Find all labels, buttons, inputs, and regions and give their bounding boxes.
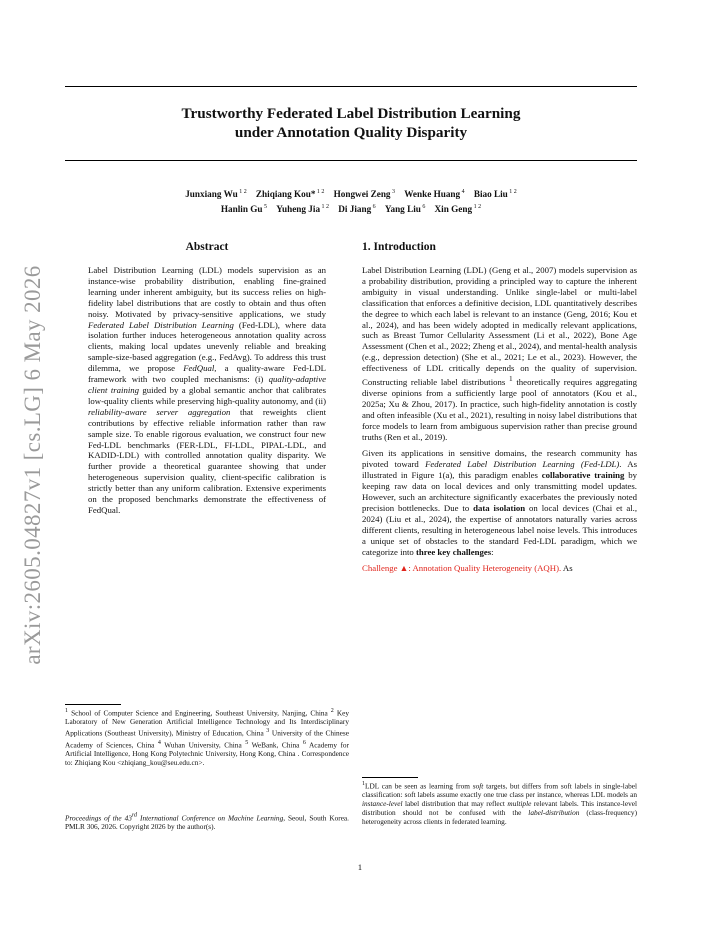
author	[404, 189, 464, 199]
proceedings-note: Proceedings of the 43rd International Conference on Machine Learning, Seoul, South Korea. PMLR 306, 2026. Copyright 2026 by the author(s).	[65, 813, 349, 832]
footnote-rule-left	[65, 704, 121, 705]
author-name: Hanlin Gu	[220, 204, 263, 215]
author-name: Di Jiang	[338, 204, 372, 215]
author-name: Junxiang Wu	[185, 189, 238, 200]
author-affiliation-marks: 5	[262, 204, 268, 211]
author-affiliation-marks: 4	[460, 189, 465, 195]
affiliations-footnote: $^1$ School of Computer Science and Engineering, Southeast University, Nanjing, China $^2$ Key Laboratory of New Generation Artificial Intelligence Technology and Its Interdisciplinary Applications (Southeast University), Ministry of Education, China $^3$ University of the Chinese Academy of Sciences, China $^4$ Wuhan University, China $^5$ WeBank, China $^6$ Academy for Artificial Intelligence, Hong Kong Polytechnic University, Hong Kong, China . Correspondence to: Zhiqiang Kou <zhiqiang_kou@seu.edu.cn>.	[65, 708, 350, 767]
author-affiliation-marks: 1 2	[472, 204, 482, 211]
author-affiliation-marks: 3	[390, 189, 396, 195]
author	[435, 204, 482, 214]
ldl-footnote: $^1$LDL can be seen as learning from soft targets, but differs from soft labels in single-label classification: soft labels assume exactly one true class per instance, whereas LDL models an instance-level label distribution that may reflect multiple relevant labels. This instance-level distribution should not be confused with the label-distribution (class-frequency) heterogeneity across clients in federated learning.	[362, 781, 637, 827]
author-line-2	[65, 201, 637, 216]
author-list	[65, 186, 637, 216]
author-name: Wenke Huang	[404, 189, 461, 200]
title-rule-bottom	[65, 160, 637, 161]
intro-paragraph-1: Label Distribution Learning (LDL) (Geng et al., 2007) models supervision as a probability distribution, providing a principled way to capture the inherent ambiguity in visual understanding. Unlike single-label or multi-label classification that enforces a definitive decision, LDL quantitatively describes the degree to which each label is relevant to an instance (Geng, 2016; Kou et al., 2024), and has been widely adopted in medically relevant applications, such as Breast Tumor Cellularity Assessment (Li et al., 2022), Bone Age Assessment (Chen et al., 2022; Zheng et al., 2024), and mental-health analysis (e.g., depression detection) (She et al., 2021; Le et al., 2023). However, the effectiveness of LDL critically depends on the quality of supervision. Constructing reliable label distributions $^1$ theoretically requires aggregating diverse opinions from a sufficiently large pool of annotators (Kou et al., 2025a; Xu & Zhou, 2017). In practice, such high-fidelity annotation is costly and often infeasible (Xu et al., 2021), resulting in noisy label distributions that force models to learn from ambiguous supervision rather than precise ground truths (Ren et al., 2019).	[362, 265, 637, 442]
abstract-body: Label Distribution Learning (LDL) models supervision as an instance-wise probability distribution, enabling fine-grained learning under inherent ambiguity, but its success relies on high-fidelity label distributions that are costly to obtain and thus often noisy. Motivated by privacy-sensitive applications, we study Federated Label Distribution Learning (Fed-LDL), where data isolation further induces heterogeneous annotation quality across clients, making local updates unevenly reliable and breaking sample-size-based aggregation (e.g., FedAvg). To address this trust dilemma, we propose FedQual, a quality-aware Fed-LDL framework with two coupled mechanisms: (i) quality-adaptive client training guided by a global semantic anchor that calibrates low-quality clients while preserving high-quality autonomy, and (ii) reliability-aware server aggregation that reweights client contributions by effective reliable information rather than raw sample size. To enable rigorous evaluation, we construct four new Fed-LDL benchmarks (FER-LDL, FI-LDL, PIPAL-LDL, and KADID-LDL) with controlled annotation quality disparity. We further provide a theoretical guarantee showing that under heterogeneous supervision quality, client-specific calibration is strictly better than any uniform calibration. Extensive experiments on the proposed benchmarks demonstrate the effectiveness of FedQual.	[88, 265, 327, 515]
author	[385, 204, 426, 214]
author-affiliation-marks: 1 2	[320, 204, 330, 211]
arxiv-id: arXiv:2605.04827v1 [cs.LG] 6 May 2026	[20, 265, 45, 665]
arxiv-stamp	[22, 260, 44, 670]
author-name: Xin Geng	[434, 204, 473, 215]
title-rule-top	[65, 86, 637, 87]
author-line-1	[65, 186, 637, 201]
author-affiliation-marks: 1 2	[237, 189, 247, 195]
author	[221, 204, 267, 214]
author	[276, 204, 329, 214]
author-name: Biao Liu	[473, 189, 508, 200]
paper-title	[65, 104, 637, 142]
author-name: Hongwei Zeng	[333, 189, 391, 200]
title-line-2: under Annotation Quality Disparity	[234, 124, 468, 141]
author-name: Yang Liu	[384, 204, 421, 215]
footnote-rule-right	[362, 777, 418, 778]
author-affiliation-marks: 6	[420, 204, 426, 211]
title-line-1: Trustworthy Federated Label Distribution Learning	[181, 105, 521, 122]
author	[474, 189, 517, 199]
author	[338, 204, 375, 214]
abstract-heading: Abstract	[185, 241, 229, 253]
author-affiliation-marks: 6	[371, 204, 376, 211]
intro-paragraph-2: Given its applications in sensitive domains, the research community has pivoted toward Federated Label Distribution Learning (Fed-LDL). As illustrated in Figure 1(a), this paradigm enables collaborative training by keeping raw data on local devices and only transmitting model updates. However, such an architecture significantly exacerbates the previously noted precision bottlenecks. Due to data isolation on local devices (Chai et al., 2024) (Liu et al., 2024), the expertise of annotators naturally varies across different clients, resulting in heterogeneous label noise levels. This introduces a unique set of obstacles to the standard Fed-LDL paradigm, which we categorize into three key challenges:	[362, 448, 638, 557]
challenge-line: Challenge ▲: Annotation Quality Heterogeneity (AQH). As	[362, 563, 573, 574]
author	[185, 189, 247, 199]
page-number: 1	[357, 862, 363, 872]
introduction-body	[362, 265, 637, 574]
challenge-label: Challenge ▲: Annotation Quality Heterogeneity (AQH).	[362, 563, 562, 574]
author	[256, 189, 325, 199]
introduction-heading: 1. Introduction	[362, 241, 436, 253]
author-affiliation-marks: 1 2	[507, 189, 517, 195]
author	[334, 189, 395, 199]
author-name: Yuheng Jia	[276, 204, 321, 215]
author-affiliation-marks: 1 2	[315, 189, 325, 195]
author-name: Zhiqiang Kou*	[255, 189, 316, 200]
